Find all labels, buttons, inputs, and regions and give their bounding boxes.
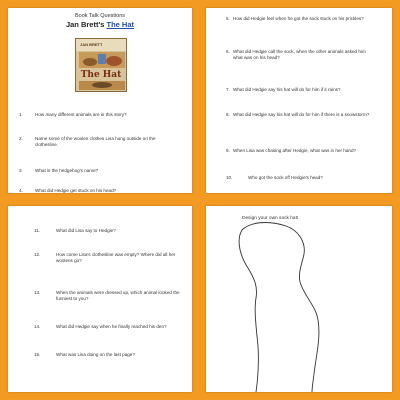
question-5 [226,16,376,22]
book-title-link[interactable]: The Hat [106,20,135,29]
question-text: What did Hedgie say his hat will do for him if there is a snowstorm? [233,112,370,117]
question-number: 15. [34,352,41,357]
question-text: How come Lisa's clothesline was empty? Where did all her woolens go? [56,252,176,263]
book-cover-image [75,38,127,92]
page-header: Book Talk Questions [74,13,126,19]
question-number: 2. [19,136,23,141]
question-number: 9. [226,148,230,153]
question-number: 10. [226,175,233,180]
question-text: Who got the sock off Hedgie's head? [248,175,323,180]
question-11 [34,228,184,234]
worksheet-page-2 [206,8,392,193]
design-prompt: Design your own sock hat! [242,216,299,221]
question-7 [226,87,384,93]
question-6 [226,49,376,61]
cover-title-text: The Hat [80,70,122,80]
question-text: What was Lisa doing on the last page? [56,352,135,357]
question-text: What did Hedgie say his hat will do for him if it rains? [233,87,341,92]
question-8 [226,112,376,118]
question-number: 14. [34,324,41,329]
question-number: 3. [19,168,23,173]
question-15 [34,352,184,358]
worksheet-page-4 [206,206,392,392]
sock-outline-drawing [206,206,392,392]
question-text: What did Lisa say to Hedgie? [56,228,116,233]
question-10 [226,175,384,181]
question-12 [34,252,184,264]
question-text: Name some of the woolen clothes Lisa hung outside on the clothesline. [35,136,156,147]
question-text: What did Hedgie call the sock, when the other animals asked him what was on his head? [233,49,366,60]
question-2 [19,136,177,148]
page-title [8,20,192,29]
question-number: 11. [34,228,41,233]
question-text: How did Hedgie feel when he got the sock stuck on his prickles? [233,16,364,21]
question-3 [19,168,179,174]
question-text: How many different animals are in this story? [35,112,127,117]
question-1 [19,112,179,118]
question-number: 5. [226,16,230,21]
question-9 [226,148,384,154]
question-number: 13. [34,290,41,295]
author-name: Jan Brett's [65,20,105,29]
worksheet-page-3 [8,206,192,392]
cover-author-text: JAN BRETT [80,42,103,47]
question-4 [19,188,179,193]
question-text: What did Hedgie get stuck on his head? [35,188,117,193]
question-number: 12. [34,252,41,257]
worksheet-page-1 [8,8,192,193]
question-number: 7. [226,87,230,92]
question-text: When Lisa was chasing after Hedgie, what was in her hand? [233,148,357,153]
question-text: What did Hedgie say when he finally reached his den? [56,324,167,329]
question-number: 4. [19,188,23,193]
question-number: 1. [19,112,23,117]
question-text: What is the hedgehog's name? [35,168,99,173]
question-13 [34,290,184,302]
question-number: 6. [226,49,230,54]
question-number: 8. [226,112,230,117]
question-text: When the animals were dressed up, which animal looked the funniest to you? [56,290,180,301]
question-14 [34,324,184,330]
